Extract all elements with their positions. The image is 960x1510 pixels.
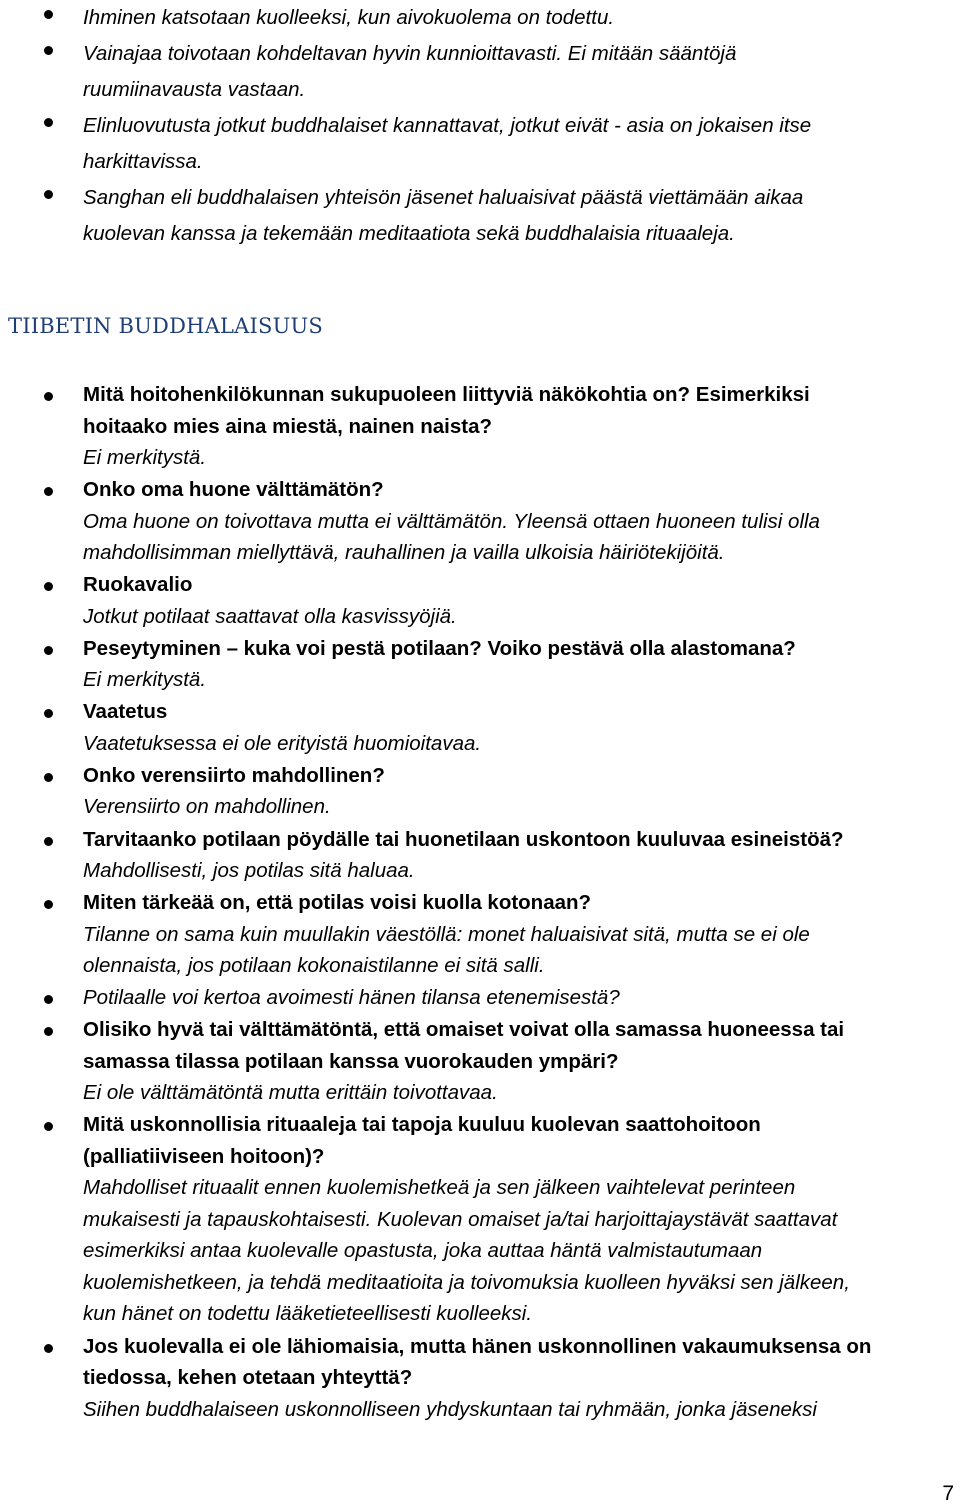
question-text: Onko verensiirto mahdollinen? — [83, 763, 385, 787]
answer-text: mukaisesti ja tapauskohtaisesti. Kuolevan omaiset ja/tai harjoittajaystävät saattavat — [83, 1207, 838, 1231]
question-text: Mitä hoitohenkilökunnan sukupuoleen liittyviä näkökohtia on? Esimerkiksi — [83, 383, 810, 406]
answer-text: Mahdollisesti, jos potilas sitä haluaa. — [83, 859, 415, 883]
question-text: hoitaako mies aina miestä, nainen naista? — [83, 414, 492, 438]
bullet-icon — [44, 1122, 53, 1131]
question-text: Onko oma huone välttämätön? — [83, 478, 384, 502]
bullet-icon — [44, 118, 53, 127]
list-item — [0, 887, 960, 982]
answer-text: ruumiinavausta vastaan. — [83, 78, 306, 101]
question-text: Vaatetus — [83, 700, 168, 724]
answer-text: Mahdolliset rituaalit ennen kuolemishetkeä ja sen jälkeen vaihtelevat perinteen — [83, 1176, 796, 1200]
list-item — [0, 0, 960, 36]
question-text: (palliatiiviseen hoitoon)? — [83, 1144, 325, 1168]
question-text: Ruokavalio — [83, 573, 193, 597]
bullet-icon — [44, 773, 53, 782]
answer-text: Elinluovutusta jotkut buddhalaiset kannattavat, jotkut eivät - asia on jokaisen itse — [83, 114, 812, 137]
answer-text: olennaista, jos potilaan kokonaistilanne ei sitä salli. — [83, 954, 545, 978]
list-item — [0, 379, 960, 474]
bullet-icon — [44, 392, 53, 401]
question-text: Peseytyminen – kuka voi pestä potilaan? Voiko pestävä olla alastomana? — [83, 636, 796, 660]
bullet-icon — [44, 837, 53, 846]
bullet-icon — [44, 1027, 53, 1036]
list-item — [0, 824, 960, 887]
bullet-icon — [44, 709, 53, 718]
list-item — [0, 36, 960, 108]
answer-text: mahdollisimman miellyttävä, rauhallinen ja vailla ulkoisia häiriötekijöitä. — [83, 541, 725, 565]
answer-text: kun hänet on todettu lääketieteellisesti kuolleeksi. — [83, 1302, 533, 1326]
bullet-icon — [44, 10, 53, 19]
answer-text: Vainajaa toivotaan kohdeltavan hyvin kunnioittavasti. Ei mitään sääntöjä — [83, 42, 737, 65]
list-item — [0, 982, 960, 1014]
section-heading: TIIBETIN BUDDHALAISUUS — [8, 314, 323, 338]
question-text: Olisiko hyvä tai välttämätöntä, että omaiset voivat olla samassa huoneessa tai — [83, 1018, 845, 1042]
list-item — [0, 108, 960, 180]
answer-text: harkittavissa. — [83, 150, 203, 173]
answer-text: Jotkut potilaat saattavat olla kasvissyöjiä. — [83, 604, 457, 628]
list-item — [0, 1014, 960, 1109]
page-number: 7 — [942, 1482, 954, 1505]
answer-text: Verensiirto on mahdollinen. — [83, 795, 331, 819]
answer-text: Ihminen katsotaan kuolleeksi, kun aivokuolema on todettu. — [83, 6, 615, 29]
answer-text: Ei merkitystä. — [83, 668, 207, 692]
list-item — [0, 1109, 960, 1330]
list-item — [0, 180, 960, 252]
list-item — [0, 569, 960, 632]
question-bullet-list — [0, 379, 960, 1425]
bullet-icon — [44, 646, 53, 655]
question-text: Mitä uskonnollisia rituaaleja tai tapoja kuuluu kuolevan saattohoitoon — [83, 1113, 761, 1137]
bullet-icon — [44, 190, 53, 199]
answer-text: Sanghan eli buddhalaisen yhteisön jäsenet haluaisivat päästä viettämään aikaa — [83, 186, 804, 209]
list-item — [0, 474, 960, 569]
answer-text: Ei merkitystä. — [83, 446, 207, 469]
bullet-icon — [44, 487, 53, 496]
intro-bullet-list — [0, 0, 960, 252]
list-item — [0, 633, 960, 696]
question-text: samassa tilassa potilaan kanssa vuorokauden ympäri? — [83, 1049, 619, 1073]
answer-text: kuolevan kanssa ja tekemään meditaatiota sekä buddhalaisia rituaaleja. — [83, 222, 735, 245]
answer-text: esimerkiksi antaa kuolevalle opastusta, joka auttaa häntä valmistautumaan — [83, 1239, 763, 1263]
bullet-icon — [44, 995, 53, 1004]
list-item — [0, 1331, 960, 1426]
answer-text: kuolemishetkeen, ja tehdä meditaatioita ja toivomuksia kuolleen hyväksi sen jälkeen, — [83, 1270, 850, 1294]
bullet-icon — [44, 582, 53, 591]
answer-text: Siihen buddhalaiseen uskonnolliseen yhdyskuntaan tai ryhmään, jonka jäseneksi — [83, 1397, 817, 1421]
question-text: Jos kuolevalla ei ole lähiomaisia, mutta hänen uskonnollinen vakaumuksensa on — [83, 1334, 872, 1358]
question-text: Miten tärkeää on, että potilas voisi kuolla kotonaan? — [83, 891, 592, 915]
answer-text: Tilanne on sama kuin muullakin väestöllä: monet haluaisivat sitä, mutta se ei ole — [83, 922, 810, 946]
bullet-icon — [44, 1344, 53, 1353]
question-text: Tarvitaanko potilaan pöydälle tai huonetilaan uskontoon kuuluvaa esineistöä? — [83, 827, 844, 851]
answer-text: Oma huone on toivottava mutta ei välttämätön. Yleensä ottaen huoneen tulisi olla — [83, 509, 820, 533]
list-item — [0, 696, 960, 759]
list-item — [0, 760, 960, 823]
answer-text: Potilaalle voi kertoa avoimesti hänen tilansa etenemisestä? — [83, 986, 620, 1010]
answer-text: Ei ole välttämätöntä mutta erittäin toivottavaa. — [83, 1081, 498, 1105]
bullet-icon — [44, 46, 53, 55]
answer-text: Vaatetuksessa ei ole erityistä huomioitavaa. — [83, 731, 482, 755]
bullet-icon — [44, 900, 53, 909]
question-text: tiedossa, kehen otetaan yhteyttä? — [83, 1366, 413, 1390]
